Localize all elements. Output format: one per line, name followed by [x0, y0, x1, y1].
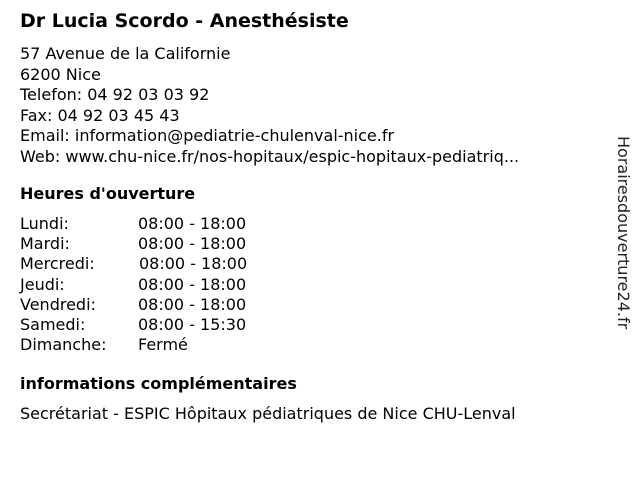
- email-address: Email: information@pediatrie-chulenval-nice.fr: [20, 126, 395, 145]
- fax-number: Fax: 04 92 03 45 43: [20, 105, 180, 125]
- day-label: Lundi:: [20, 214, 69, 233]
- brand-watermark: Horairesdouverture24.fr: [614, 136, 633, 330]
- day-label: Dimanche:: [20, 335, 107, 355]
- street-address: 57 Avenue de la Californie: [20, 44, 231, 63]
- time-value: 08:00 - 18:00: [138, 294, 247, 314]
- time-value: 08:00 - 18:00: [138, 214, 247, 233]
- day-label: Jeudi:: [20, 274, 65, 294]
- page-title: Dr Lucia Scordo - Anesthésiste: [20, 10, 349, 32]
- time-value: 08:00 - 18:00: [139, 254, 248, 274]
- hours-row: [20, 214, 320, 234]
- hours-row: [20, 335, 320, 355]
- day-label: Vendredi:: [20, 294, 96, 314]
- hours-heading: Heures d'ouverture: [20, 184, 196, 203]
- time-value: 08:00 - 18:00: [138, 234, 247, 254]
- hours-row: [20, 275, 320, 295]
- day-label: Mardi:: [20, 234, 70, 254]
- hours-row: [20, 234, 320, 254]
- time-value: 08:00 - 18:00: [138, 274, 247, 294]
- day-label: Samedi:: [20, 314, 86, 334]
- hours-row: [20, 254, 320, 274]
- time-value: Fermé: [138, 335, 188, 355]
- website-url: Web: www.chu-nice.fr/nos-hopitaux/espic-hopitaux-pediatriq...: [20, 146, 520, 166]
- contact-block: [20, 44, 519, 167]
- city-address: 6200 Nice: [20, 64, 101, 84]
- hours-row: [20, 315, 320, 335]
- phone-number: Telefon: 04 92 03 03 92: [20, 85, 210, 104]
- day-label: Mercredi:: [20, 254, 95, 274]
- hours-row: [20, 295, 320, 315]
- info-text: Secrétariat - ESPIC Hôpitaux pédiatriques de Nice CHU-Lenval: [20, 404, 516, 423]
- time-value: 08:00 - 15:30: [138, 314, 247, 334]
- info-heading: informations complémentaires: [20, 374, 297, 393]
- opening-hours-table: [20, 214, 320, 355]
